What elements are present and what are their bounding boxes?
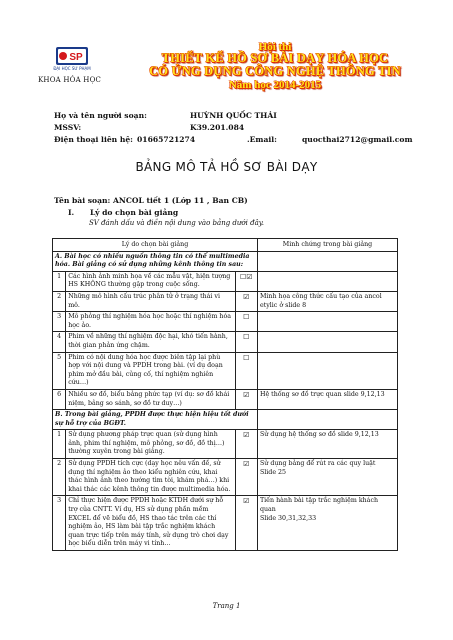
table-header-row: [53, 239, 398, 252]
contest-title-line-2: THIẾT KẾ HỒ SƠ BÀI DẠY HÓA HỌC: [161, 51, 389, 65]
name-value: HUỲNH QUỐC THÁI: [190, 111, 277, 120]
section-row-title: A. Bài học có nhiều nguồn thông tin có thể multimedia hóa. Bài giảng có sử dụng những kênh thông tin sau:: [53, 251, 258, 271]
lesson-title: Tên bài soạn: ANCOL tiết 1 (Lớp 11 , Ban CB): [54, 196, 248, 205]
logo-text: SP: [69, 52, 83, 63]
checkbox[interactable]: ☑: [235, 459, 257, 496]
row-criterion: Sử dụng PPDH tích cực (dạy học nêu vấn đề, sử dụng thí nghiệm ảo theo kiểu nghiên cứu, khai thác hình ảnh theo hướng tìm tòi, khám phá…) khi khai thác các kênh thông tin được multimedia hóa.: [66, 459, 235, 496]
mssv-value: K39.201.084: [190, 123, 245, 132]
row-evidence: [257, 312, 397, 332]
logo-school-name: ĐẠI HỌC SƯ PHẠM: [53, 66, 91, 71]
row-number: 2: [53, 459, 66, 496]
checkbox[interactable]: ☑: [235, 430, 257, 459]
row-number: 1: [53, 430, 66, 459]
checkbox[interactable]: ☑: [235, 389, 257, 409]
phone-label: Điện thoại liên hệ:: [54, 135, 133, 144]
section-row-evidence-empty: [257, 410, 397, 430]
row-number: 5: [53, 352, 66, 389]
row-number: 1: [53, 271, 66, 291]
email-value: quocthai2712@gmail.com: [302, 135, 413, 144]
section-heading: [68, 208, 178, 217]
table-row: [53, 430, 398, 459]
row-number: 3: [53, 312, 66, 332]
checkbox[interactable]: ☐: [235, 352, 257, 389]
email-label: .Email:: [247, 135, 277, 144]
checkbox[interactable]: ☑: [235, 291, 257, 311]
school-logo: [50, 46, 94, 74]
mssv-label: MSSV:: [54, 123, 82, 132]
contest-title: Hội thi: [258, 41, 292, 53]
row-evidence: Hệ thống sơ đồ trực quan slide 9,12,13: [257, 389, 397, 409]
row-evidence: Tiến hành bài tập trắc nghiệm khách quan Slide 30,31,32,33: [257, 496, 397, 551]
row-criterion: Các hình ảnh minh họa về các mẫu vật, hiện tượng HS KHÔNG thường gặp trong cuộc sống.: [66, 271, 235, 291]
section-row-title: B. Trong bài giảng, PPDH được thực hiện hiệu tốt dưới sự hỗ trợ của BGĐT.: [53, 410, 258, 430]
row-number: 4: [53, 332, 66, 352]
section-title: Lý do chọn bài giảng: [90, 208, 179, 217]
section-number: I.: [68, 208, 75, 217]
table-row: [53, 312, 398, 332]
table-row: [53, 271, 398, 291]
row-evidence: [257, 352, 397, 389]
row-evidence: [257, 332, 397, 352]
row-criterion: Mô phỏng thí nghiệm hóa học hoặc thí nghiệm hóa học ảo.: [66, 312, 235, 332]
section-row: [53, 251, 398, 271]
row-evidence: [257, 271, 397, 291]
section-row: [53, 410, 398, 430]
school-year: Năm học 2014-2015: [228, 79, 322, 91]
checkbox[interactable]: ☑: [235, 496, 257, 551]
table-row: [53, 352, 398, 389]
row-criterion: Phim về những thí nghiệm độc hại, khó tiến hành, thời gian phản ứng chậm.: [66, 332, 235, 352]
instruction-note: SV đánh dấu và điền nội dung vào bảng dưới đây.: [89, 219, 264, 227]
checkbox[interactable]: ☐: [235, 332, 257, 352]
checkbox[interactable]: ☐☑: [235, 271, 257, 291]
row-criterion: Sử dụng phương pháp trực quan (sử dụng hình ảnh, phim thí nghiệm, mô phỏng, sơ đồ, đồ thị…) thường xuyên trong bài giảng.: [66, 430, 235, 459]
page-title: BẢNG MÔ TẢ HỒ SƠ BÀI DẠY: [135, 160, 318, 174]
row-evidence: Minh họa công thức cấu tạo của ancol etylic ở slide 8: [257, 291, 397, 311]
department-label: KHOA HÓA HỌC: [38, 76, 102, 84]
checkbox[interactable]: ☐: [235, 312, 257, 332]
row-evidence: Sử dụng hệ thống sơ đồ slide 9,12,13: [257, 430, 397, 459]
section-row-evidence-empty: [257, 251, 397, 271]
table-row: [53, 332, 398, 352]
row-criterion: Nhiều sơ đồ, biểu bảng phức tạp (ví dụ: sơ đồ khái niệm, bảng so sánh, sơ đồ tư duy…): [66, 389, 235, 409]
phone-value: 01665721274: [137, 135, 196, 144]
header-evidence: Minh chứng trong bài giảng: [257, 239, 397, 252]
row-criterion: Phim có nội dung hóa học được biên tập lại phù hợp với nội dung và PPDH trong bài. (ví dụ đoạn phim mở đầu bài, củng cố, thí nghiệm nghiên cứu…): [66, 352, 235, 389]
row-criterion: Chỉ thực hiện được PPDH hoặc KTDH dưới sự hỗ trợ của CNTT. Ví dụ, HS sử dụng phần mềm EXCEL để vẽ biểu đồ, HS thao tác trên các thí nghiệm ảo, HS làm bài tập trắc nghiệm khách quan trực tiếp trên máy tính, sử dụng trò chơi dạy học biểu diễn trên máy vi tính…: [66, 496, 235, 551]
row-evidence: Sử dụng bảng để rút ra các quy luật Slide 25: [257, 459, 397, 496]
contest-title-line-3: CÓ ỨNG DỤNG CÔNG NGHỆ THÔNG TIN: [149, 64, 401, 78]
row-criterion: Những mô hình cấu trúc phân tử ở trạng thái vi mô.: [66, 291, 235, 311]
criteria-table: [52, 238, 398, 551]
page-number: Trang 1: [212, 602, 241, 610]
name-label: Họ và tên người soạn:: [54, 111, 147, 120]
table-row: [53, 459, 398, 496]
row-number: 3: [53, 496, 66, 551]
table-row: [53, 496, 398, 551]
logo-emblem-icon: [52, 46, 92, 66]
header-reason: Lý do chọn bài giảng: [53, 239, 258, 252]
table-row: [53, 291, 398, 311]
table-row: [53, 389, 398, 409]
row-number: 2: [53, 291, 66, 311]
row-number: 6: [53, 389, 66, 409]
